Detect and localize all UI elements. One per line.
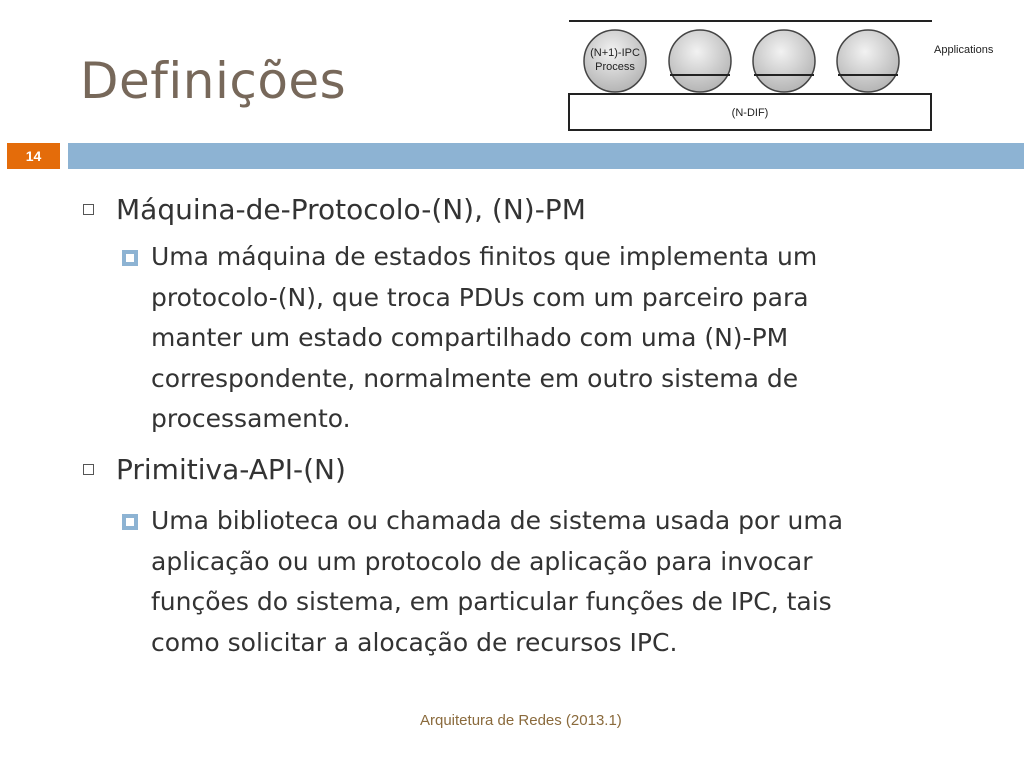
sub-bullet-line: como solicitar a alocação de recursos IPC. [151, 627, 678, 657]
sub-bullet-line: funções do sistema, em particular funções de IPC, tais [151, 587, 832, 616]
sub-bullet-line: protocolo-(N), que troca PDUs com um parceiro para [151, 282, 809, 312]
sub-bullet-text [151, 501, 981, 663]
slide-footer: Arquitetura de Redes (2013.1) [420, 712, 622, 729]
sub-bullet-line: processamento. [151, 404, 351, 433]
slide-number: 14 [7, 143, 60, 169]
sub-bullet-text [151, 237, 981, 440]
sub-bullet-line: aplicação ou um protocolo de aplicação para invocar [151, 546, 813, 576]
process-label-line2: Process [595, 61, 635, 73]
bullet-heading: Primitiva-API-(N) [116, 453, 346, 486]
dif-label: (N-DIF) [731, 107, 769, 119]
framed-square-bullet-icon [122, 514, 138, 530]
slide-title: Definições [80, 52, 347, 110]
framed-square-bullet-icon [122, 250, 138, 266]
sub-bullet-line: Uma biblioteca ou chamada de sistema usada por uma [151, 506, 844, 535]
bullet-heading: Máquina-de-Protocolo-(N), (N)-PM [116, 193, 586, 226]
applications-label: Applications [934, 44, 994, 56]
process-label-line1: (N+1)-IPC [590, 47, 640, 59]
sub-bullet-line: Uma máquina de estados finitos que implementa um [151, 242, 818, 271]
sub-bullet-line: correspondente, normalmente em outro sistema de [151, 363, 799, 393]
hollow-square-bullet-icon [83, 204, 94, 215]
hollow-square-bullet-icon [83, 464, 94, 475]
sub-bullet-line: manter um estado compartilhado com uma (N)-PM [151, 323, 789, 352]
